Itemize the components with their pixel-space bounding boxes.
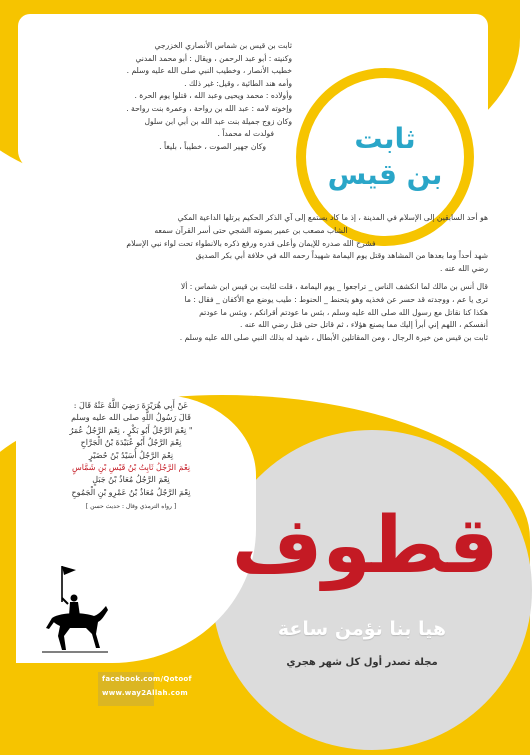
website-link[interactable]: www.way2Allah.com [102,689,188,697]
hadith-line: " نِعْمَ الرَّجُلُ أَبُو بَكْرٍ ، نِعْمَ الرَّجُلُ عُمَرُ [69,425,193,435]
paragraph-line: هكذا كنا نقاتل مع رسول الله صلى الله عليه وسلم ، بئس ما عودتم أقرانكم ، وبئس ما عودتم [199,307,488,317]
facebook-link[interactable]: facebook.com/Qotoof [102,675,192,683]
paragraph-line: شهد أحداً وما بعدها من المشاهد وقتل يوم اليمامة شهيداً رحمه الله في خلافة أبي بكر الصديق [195,251,488,261]
paragraph-line: أنفسكم ، اللهم إني أبرأ إليك مما يصنع هؤلاء ، ثم قاتل حتى قتل رضي الله عنه . [239,320,488,330]
paragraph-line: الشاب مصعب بن عمير بصوته الشجي حتى أسر القرآن سمعه [154,225,348,235]
hadith-highlight-line: نِعْمَ الرَّجُلُ ثَابِتُ بْنُ قَيْسِ بْنِ شَمَّاسٍ [71,463,191,473]
bio-block [60,40,292,153]
hadith-line: نِعْمَ الرَّجُلُ أُسَيْدُ بْنُ حُضَيْرٍ [88,450,174,460]
hadith-source: [ رواه الترمذي وقال : حديث حسن ] [85,503,177,511]
knight-on-horse-icon [40,562,110,654]
hadith-block [26,400,236,514]
bio-line: ثابت بن قيس بن شماس الأنصاري الخزرجي [154,41,292,50]
paragraph-line: هو أحد السابقين إلى الإسلام في المدينة ، إذ ما كاد يستمع إلى آي الذكر الحكيم يرتلها الداعية المكي [177,213,488,222]
qotoof-logo [231,498,499,598]
bio-line: وأمه هند الطائية ، وقيل: غير ذلك . [184,78,292,88]
paragraph-line: قال أنس بن مالك لما انكشف الناس _ تراجعوا _ يوم اليمامة ، قلت لثابت بن قيس ابن شماس : ألا [180,281,488,291]
bio-line: وإخوته لامه : عبد الله بن رواحة ، وعمرة بنت رواحة . [126,103,292,113]
paragraph-line: ثابت بن قيس من خيرة الرجال ، ومن المقاتلين الأبطال ، شهد له بذلك النبي صلى الله عليه وسلم . [179,333,488,343]
bio-line: فولدت له محمداً . [217,129,274,139]
paragraph-line: ترى يا عم ، ووجدته قد حسر عن فخذيه وهو يتحنط _ الحنوط : طيب يوضع مع الأكفان _ فقال : ما [184,294,488,304]
bio-line: وكان جهير الصوت ، خطيباً ، بليغاً . [159,141,266,151]
logo-tagline: مجلة تصدر أول كل شهر هجري [286,657,438,668]
hadith-line: قَالَ رَسُولُ اللَّهِ صلى الله عليه وسلم [71,413,191,423]
paragraph-line: رضي الله عنه . [439,264,488,274]
bio-line: وكنيته : أبو عبد الرحمن ، ويقال : أبو محمد المدني [135,53,292,63]
story-paragraph [14,212,488,345]
hadith-line: نِعْمَ الرَّجُلُ أَبُو عُبَيْدَةَ بْنُ الْجَرَّاحِ [80,438,182,448]
hadith-line: عَنْ أَبِي هُرَيْرَةَ رَضِيَ اللَّهُ عَنْهُ قَالَ : [73,401,189,410]
bio-line: خطيب الأنصار ، وخطيب النبي صلى الله عليه وسلم . [126,66,292,76]
title-line-2: بن قيس [327,158,443,191]
title-line-1: ثابت [354,122,416,155]
hadith-line: نِعْمَ الرَّجُلُ مُعَاذُ بْنُ جَبَلٍ [92,475,170,485]
paragraph-line: فشرح الله صدره للإيمان وأعلى قدره ورفع ذكره بالانطواء تحت لواء نبي الإسلام [126,238,376,248]
logo-word: قطوف [231,501,499,591]
bio-line: وأولاده : محمد ويحيى وعبد الله ، قتلوا يوم الحرة . [134,91,292,101]
hadith-line: نِعْمَ الرَّجُلُ مُعَاذُ بْنُ عَمْرِو بْنِ الْجَمُوحِ [71,487,191,497]
bio-line: وكان زوج جميلة بنت عبد الله بن أبي ابن سلول [144,116,292,126]
logo-slogan: هيا بنا نؤمن ساعة [277,618,447,640]
